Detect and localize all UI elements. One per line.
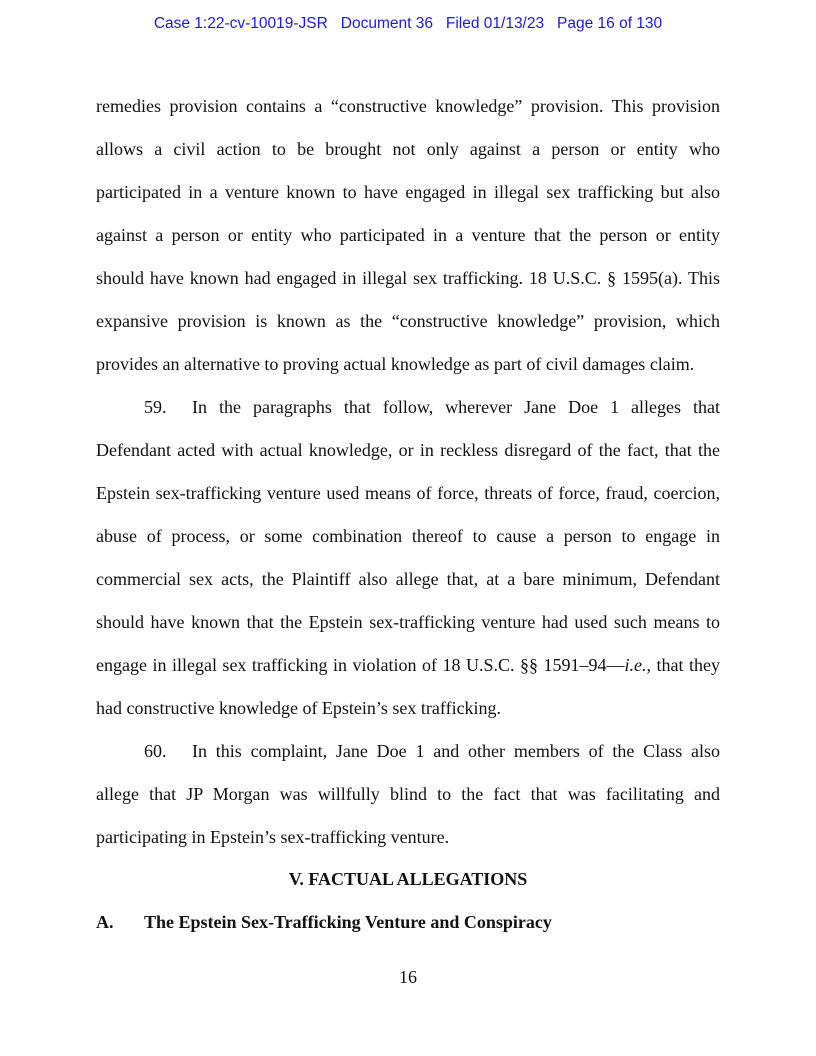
page-number: 16 [399,967,417,987]
text-line: In the paragraphs that follow, wherever Jane Doe 1 alleges that [192,397,720,417]
paragraph-number: 59. [144,397,167,417]
section-heading: V. FACTUAL ALLEGATIONS [288,869,528,889]
text-line: Defendant acted with actual knowledge, or in reckless disregard of the fact, that the [96,440,720,460]
text-line: should have known that the Epstein sex-trafficking venture had used such means to [96,612,720,632]
text-line: expansive provision is known as the “constructive knowledge” provision, which [96,311,720,331]
text-line: had constructive knowledge of Epstein’s sex trafficking. [96,698,502,718]
paragraph-59-first-line [96,386,720,429]
text-line: commercial sex acts, the Plaintiff also allege that, at a bare minimum, Defendant [96,569,720,589]
text-line-with-italic [96,644,720,687]
text-segment: engage in illegal sex trafficking in violation of 18 U.S.C. §§ 1591–94— [96,655,625,675]
text-line: against a person or entity who participated in a venture that the person or entity [96,225,720,245]
text-line: should have known had engaged in illegal sex trafficking. 18 U.S.C. § 1595(a). This [96,268,720,288]
sub-heading-title: The Epstein Sex-Trafficking Venture and Conspiracy [144,912,552,932]
sub-heading-letter: A. [96,912,114,932]
text-line: abuse of process, or some combination thereof to cause a person to engage in [96,526,720,546]
text-line: In this complaint, Jane Doe 1 and other members of the Class also [192,741,720,761]
text-line: allege that JP Morgan was willfully blind to the fact that was facilitating and [96,784,720,804]
text-line: allows a civil action to be brought not only against a person or entity who [96,139,720,159]
paragraph-number: 60. [144,741,167,761]
text-segment: , that they [646,655,721,675]
text-line: participated in a venture known to have engaged in illegal sex trafficking but also [96,182,720,202]
text-line: remedies provision contains a “constructive knowledge” provision. This provision [96,96,720,116]
case-header: Case 1:22-cv-10019-JSR Document 36 Filed 01/13/23 Page 16 of 130 [153,15,663,32]
text-line: participating in Epstein’s sex-trafficking venture. [96,827,450,847]
text-line: provides an alternative to proving actual knowledge as part of civil damages claim. [96,354,695,374]
sub-heading [96,901,720,944]
text-line: Epstein sex-trafficking venture used means of force, threats of force, fraud, coercion, [96,483,720,503]
italic-text: i.e. [624,655,647,675]
paragraph-60-first-line [96,730,720,773]
